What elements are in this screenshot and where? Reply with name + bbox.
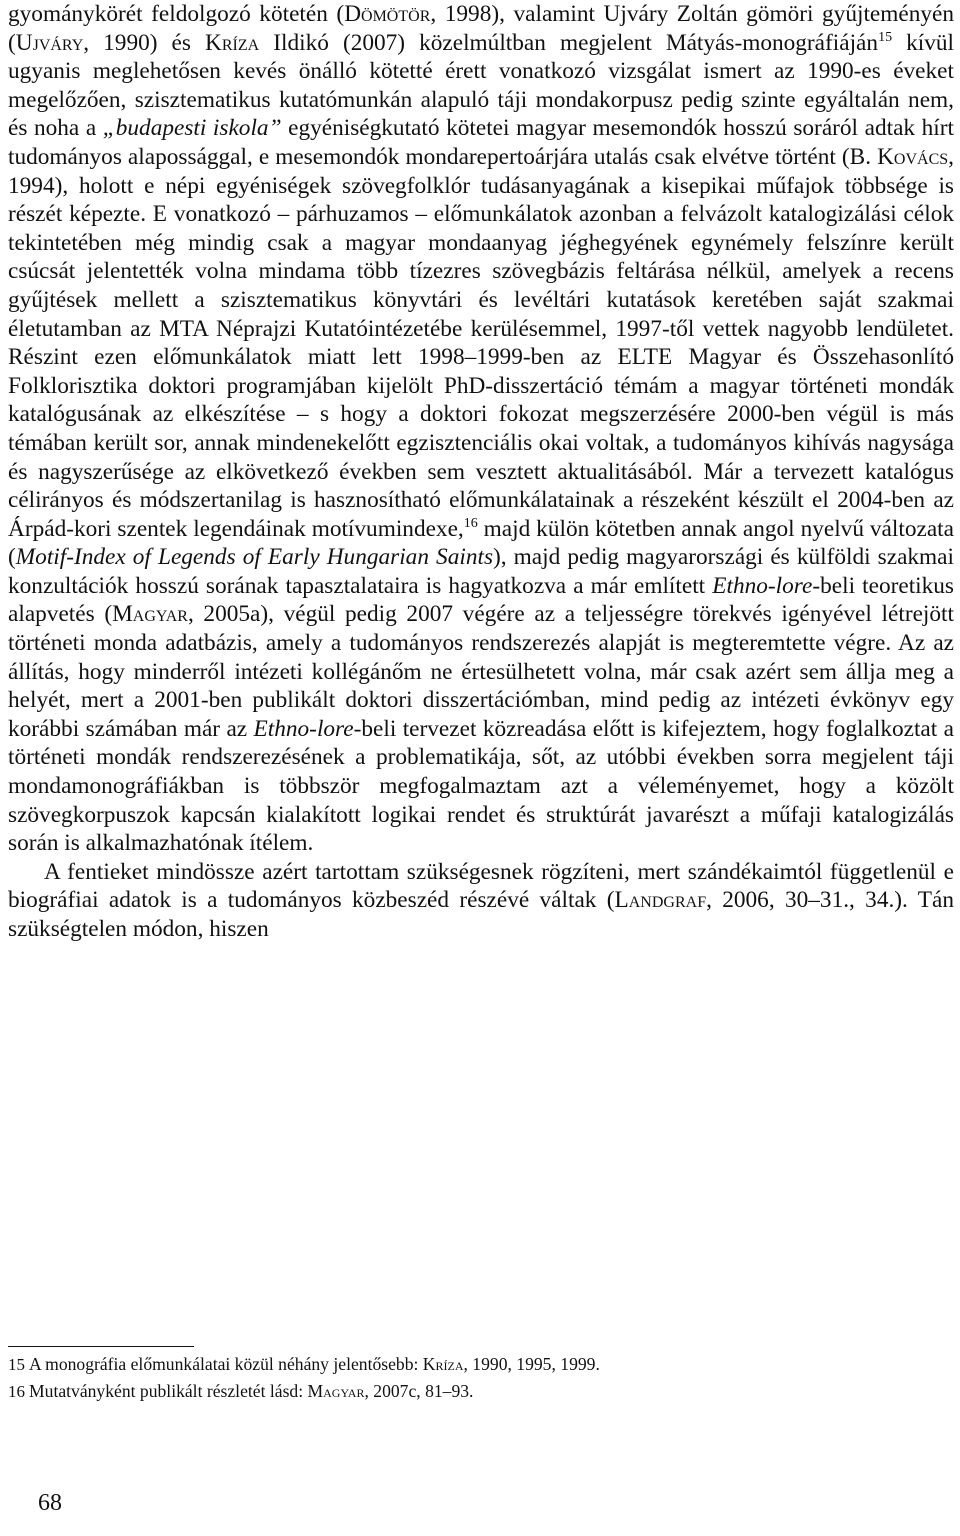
- italic-term: „budapesti iskola”: [102, 115, 282, 142]
- text-run: -beli tervezet közreadása előtt is kifejeztem, hogy foglalkoztat a történeti mondák rendszerezésének a problematikája, sőt, az utóbbi években sorra megjelent táji mondamonográfiákban is többször megfogalmaztam azt a véleményemet, hogy a közölt szövegkorpuszok kapcsán kialakított logikai rendet és struktúrát javarészt a műfaji katalogizálás során is alkalmazhatónak ítélem.: [8, 715, 954, 857]
- text-run: kívül ugyanis meglehetősen kevés önálló kötetté érett vonatkozó vizsgálat ismert az 1990-es éveket megelőzően, szisztematikus kutatómunkán alapuló táji mondakorpusz pedig szinte egyáltalán nem, és noha a: [8, 29, 955, 142]
- text-run: , 2006, 30–31., 34.). Tán szükségtelen módon, hiszen: [8, 887, 954, 942]
- text-run: majd külön kötetben annak angol nyelvű változata (: [8, 515, 954, 571]
- text-run: -beli teoretikus alapvetés (: [8, 572, 954, 628]
- footnote-16: [8, 1378, 954, 1405]
- author-name: Kríza: [422, 1354, 464, 1374]
- page-number: 68: [38, 1490, 62, 1516]
- text-run: egyéniségkutató kötetei magyar mesemondók hosszú soráról adtak hírt tudományos alapossággal, e mesemondók mondarepertoárjára utalás csak elvétve történt (B.: [8, 115, 955, 170]
- text-run: , 1990) és: [83, 29, 206, 56]
- paragraph-1: [8, 0, 954, 858]
- italic-term: Ethno-lore: [712, 572, 813, 599]
- italic-term: Ethno-lore: [253, 715, 354, 742]
- main-text: [8, 0, 954, 944]
- footnote-15: [8, 1351, 954, 1378]
- text-run: , 1994), holott e népi egyéniségek szövegfolklór tudásanyagának a kisepikai műfajok többsége is részét képezte. E vonatkozó – párhuzamos – előmunkálatok azonban a felvázolt katalogizálási célok tekintetében még mindig csak a magyar mondaanyag jéghegyének egynémely felszínre került csúcsát jelentették volna mindama több tízezres szövegbázis feltárása nélkül, amelyek a recens gyűjtések mellett a szisztematikus könyvtári és levéltári kutatások keretében saját szakmai életutamban az MTA Néprajzi Kutatóintézetébe kerülésemmel, 1997-től vettek nagyobb lendületet. Részint ezen előmunkálatok miatt lett 1998–1999-ben az ELTE Magyar és Összehasonlító Folklorisztika doktori programjában kijelölt PhD-disszertáció témám a magyar történeti mondák katalógusának az elkészítése – s hogy a doktori fokozat megszerzésére 2000-ben végül is más témában került sor, annak mindenekelőtt egzisztenciális okai voltak, a tudományos kihívás nagysága és nagyszerűsége az elkövetkező években sem vesztett aktualitásából. Már a tervezett katalógus célirányos és módszertanilag is hasznosítható előmunkálatainak a részeként készült el 2004-ben az Árpád-kori szentek legendáinak motívumindexe,: [8, 143, 954, 542]
- author-name: Magyar: [112, 601, 188, 628]
- footnote-text: Mutatványként publikált részletét lásd:: [29, 1381, 308, 1401]
- footnote-text: A monográfia előmunkálatai közül néhány jelentősebb:: [29, 1354, 423, 1374]
- text-run: ), majd pedig magyarországi és külföldi szakmai konzultációk hosszú sorának tapasztalataira is hagyatkozva a már említett: [8, 544, 954, 599]
- footnote-number: 16: [8, 1382, 25, 1401]
- footnote-ref-15[interactable]: 15: [878, 29, 893, 45]
- author-name: Ujváry: [15, 29, 84, 56]
- italic-title: Motif-Index of Legends of Early Hungarian Saints: [15, 544, 494, 571]
- text-run: , 2005a), végül pedig 2007 végére az a teljességre törekvés igényével létrejött történeti monda adatbázis, amely a tudományos rendszerezés alapját is megteremtette végre. Az az állítás, hogy minderről intézeti kollégánőm ne értesülhetett volna, már csak azért sem állja meg a helyét, mert a 2001-ben publikált doktori disszertációmban, mind pedig az intézeti évkönyv egy korábbi számában már az: [8, 601, 954, 742]
- footnote-number: 15: [8, 1355, 25, 1374]
- author-name: Magyar: [307, 1381, 365, 1401]
- document-page: [8, 0, 955, 1516]
- footnote-text: , 2007c, 81–93.: [364, 1381, 474, 1401]
- footnote-ref-16[interactable]: 16: [463, 515, 478, 531]
- author-name: Kovács: [877, 143, 949, 170]
- text-run: gyománykörét feldolgozó kötetén (: [8, 1, 345, 27]
- author-name: Landgraf: [614, 887, 707, 914]
- author-name: Kríza: [205, 29, 260, 56]
- text-run: Ildikó (2007) közelmúltban megjelent Mátyás-monográfiáján: [259, 29, 879, 56]
- paragraph-2: [8, 858, 954, 944]
- footnotes: [8, 1351, 954, 1405]
- text-run: , 1998), valamint Ujváry Zoltán gömöri gyűjteményén (: [8, 1, 955, 56]
- footnote-text: , 1990, 1995, 1999.: [463, 1354, 600, 1374]
- author-name: Dömötör: [344, 1, 431, 27]
- footnote-divider: [8, 1346, 194, 1347]
- text-run: A fentieket mindössze azért tartottam szükségesnek rögzíteni, mert szándékaimtól függetlenül e biográfiai adatok is a tudományos közbeszéd részévé váltak (: [8, 858, 954, 914]
